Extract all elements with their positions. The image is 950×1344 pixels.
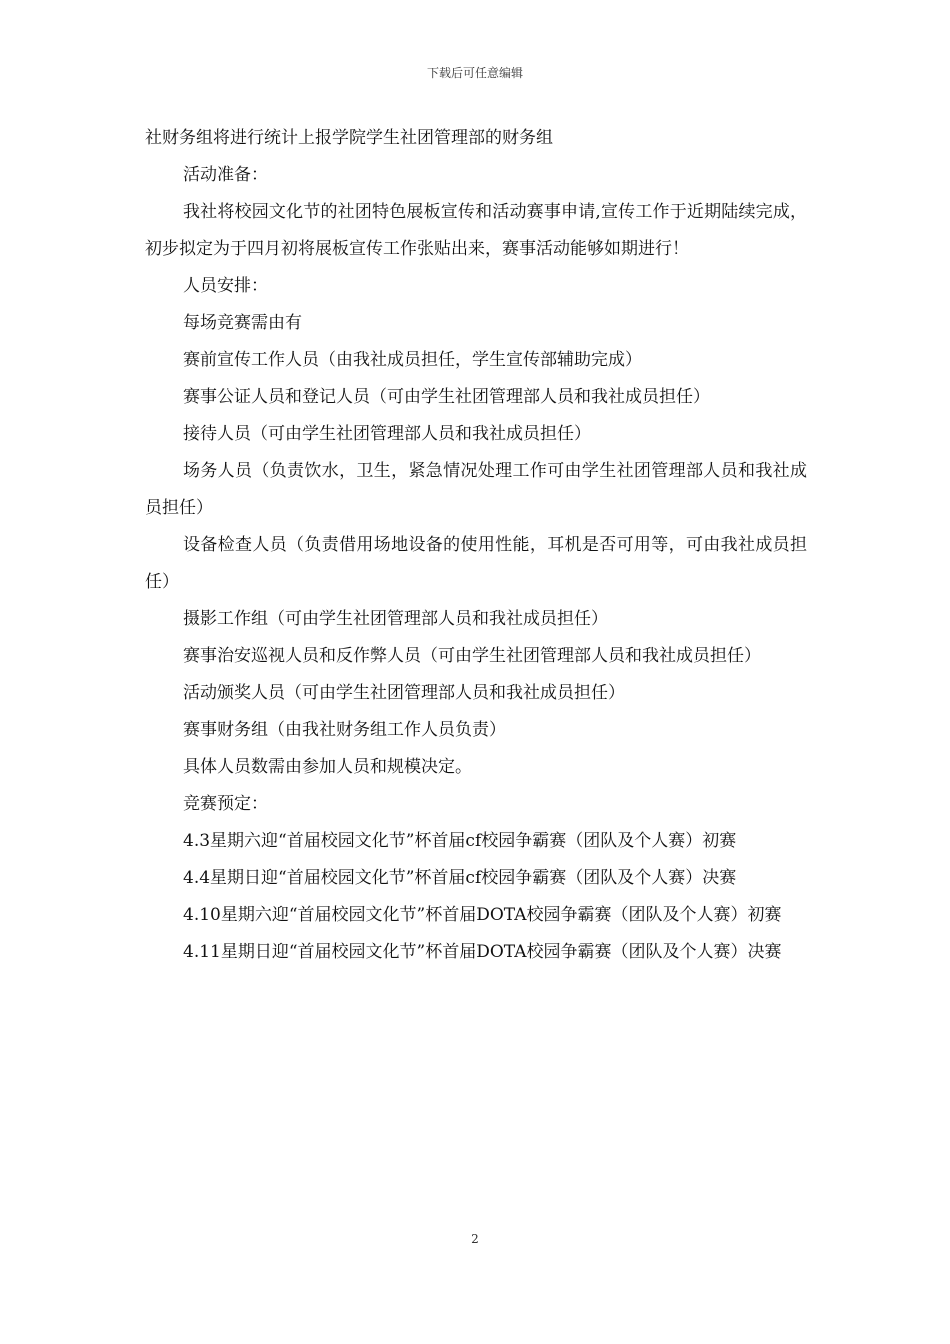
page-number: 2 <box>471 1232 479 1246</box>
paragraph: 设备检查人员（负责借用场地设备的使用性能，耳机是否可用等，可由我社成员担任） <box>145 535 807 592</box>
paragraph: 竞赛预定： <box>183 794 268 814</box>
paragraph: 社财务组将进行统计上报学院学生社团管理部的财务组 <box>145 128 553 148</box>
paragraph: 场务人员（负责饮水，卫生，紧急情况处理工作可由学生社团管理部人员和我社成员担任） <box>145 461 807 518</box>
paragraph: 接待人员（可由学生社团管理部人员和我社成员担任） <box>183 424 591 444</box>
paragraph: 每场竞赛需由有 <box>183 313 302 333</box>
paragraph: 我社将校园文化节的社团特色展板宣传和活动赛事申请,宣传工作于近期陆续完成，初步拟定为于四月初将展板宣传工作张贴出来，赛事活动能够如期进行！ <box>145 202 807 259</box>
page-header: 下载后可任意编辑 <box>426 66 523 80</box>
paragraph: 4.11星期日迎“首届校园文化节”杯首届DOTA校园争霸赛（团队及个人赛）决赛 <box>183 942 782 962</box>
paragraph: 活动准备： <box>183 165 268 185</box>
paragraph: 4.4星期日迎“首届校园文化节”杯首届cf校园争霸赛（团队及个人赛）决赛 <box>183 868 737 888</box>
document-body <box>145 120 807 971</box>
paragraph: 4.10星期六迎“首届校园文化节”杯首届DOTA校园争霸赛（团队及个人赛）初赛 <box>183 905 782 925</box>
paragraph: 赛事治安巡视人员和反作弊人员（可由学生社团管理部人员和我社成员担任） <box>183 646 761 666</box>
paragraph: 人员安排： <box>183 276 268 296</box>
paragraph: 赛事公证人员和登记人员（可由学生社团管理部人员和我社成员担任） <box>183 387 710 407</box>
paragraph: 4.3星期六迎“首届校园文化节”杯首届cf校园争霸赛（团队及个人赛）初赛 <box>183 831 737 851</box>
paragraph: 摄影工作组（可由学生社团管理部人员和我社成员担任） <box>183 609 608 629</box>
paragraph: 具体人员数需由参加人员和规模决定。 <box>183 757 472 777</box>
paragraph: 活动颁奖人员（可由学生社团管理部人员和我社成员担任） <box>183 683 625 703</box>
paragraph: 赛事财务组（由我社财务组工作人员负责） <box>183 720 506 740</box>
paragraph: 赛前宣传工作人员（由我社成员担任，学生宣传部辅助完成） <box>183 350 642 370</box>
